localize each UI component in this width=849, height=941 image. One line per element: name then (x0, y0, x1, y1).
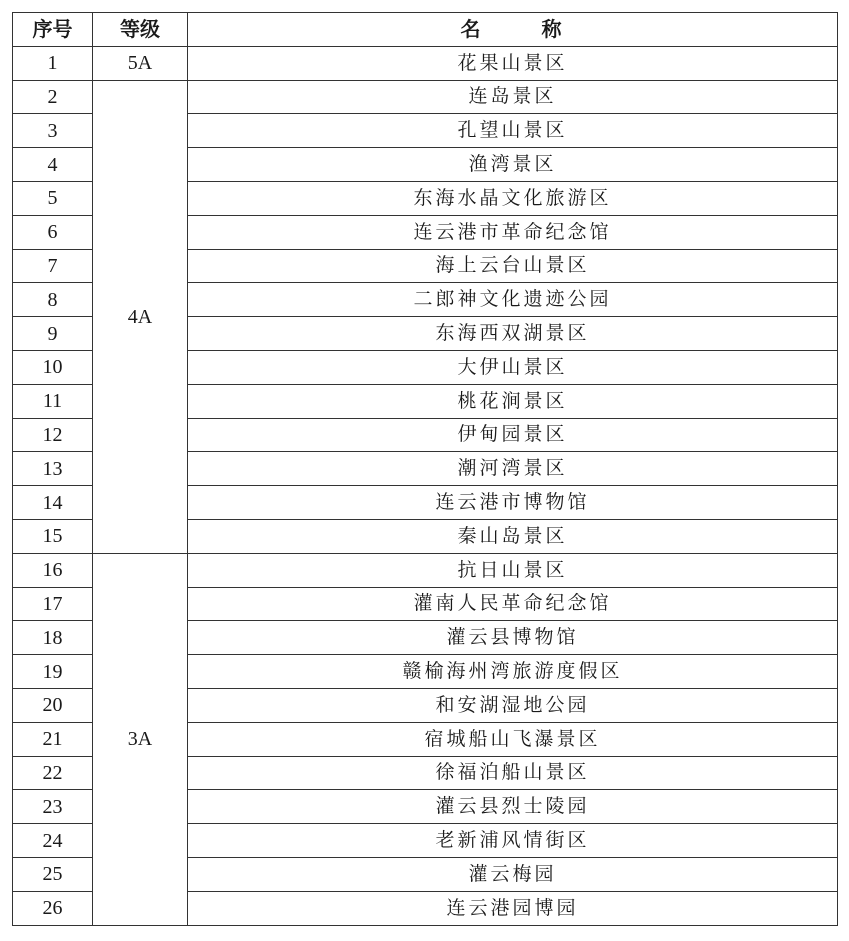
scenic-area-name: 灌南人民革命纪念馆 (188, 587, 838, 621)
row-index: 26 (13, 891, 93, 925)
header-name-part2: 称 (541, 17, 565, 42)
header-row (13, 13, 838, 47)
header-name (188, 13, 838, 47)
row-index: 3 (13, 114, 93, 148)
header-index: 序号 (13, 13, 93, 47)
row-index: 11 (13, 384, 93, 418)
scenic-area-name: 秦山岛景区 (188, 519, 838, 553)
scenic-area-name: 海上云台山景区 (188, 249, 838, 283)
row-index: 13 (13, 452, 93, 486)
scenic-area-name: 连岛景区 (188, 80, 838, 114)
scenic-area-name: 连云港市博物馆 (188, 486, 838, 520)
row-index: 20 (13, 688, 93, 722)
row-index: 12 (13, 418, 93, 452)
scenic-area-name: 大伊山景区 (188, 350, 838, 384)
row-index: 18 (13, 621, 93, 655)
row-index: 1 (13, 46, 93, 80)
row-index: 19 (13, 655, 93, 689)
header-name-part1: 名 (460, 17, 484, 42)
row-index: 2 (13, 80, 93, 114)
scenic-area-name: 二郎神文化遗迹公园 (188, 283, 838, 317)
scenic-area-name: 和安湖湿地公园 (188, 688, 838, 722)
row-index: 17 (13, 587, 93, 621)
row-index: 24 (13, 824, 93, 858)
scenic-area-name: 灌云梅园 (188, 857, 838, 891)
row-index: 5 (13, 181, 93, 215)
scenic-area-table (12, 12, 838, 926)
table-row (13, 80, 838, 114)
scenic-area-name: 潮河湾景区 (188, 452, 838, 486)
row-index: 14 (13, 486, 93, 520)
row-index: 16 (13, 553, 93, 587)
scenic-area-name: 老新浦风情街区 (188, 824, 838, 858)
scenic-area-table-container (12, 12, 837, 926)
row-index: 22 (13, 756, 93, 790)
scenic-area-name: 赣榆海州湾旅游度假区 (188, 655, 838, 689)
scenic-area-name: 徐福泊船山景区 (188, 756, 838, 790)
table-row (13, 553, 838, 587)
row-index: 21 (13, 722, 93, 756)
row-index: 9 (13, 317, 93, 351)
level-cell: 5A (93, 46, 188, 80)
header-level: 等级 (93, 13, 188, 47)
row-index: 7 (13, 249, 93, 283)
scenic-area-name: 孔望山景区 (188, 114, 838, 148)
scenic-area-name: 抗日山景区 (188, 553, 838, 587)
row-index: 4 (13, 148, 93, 182)
table-header (13, 13, 838, 47)
table-body (13, 46, 838, 925)
row-index: 25 (13, 857, 93, 891)
scenic-area-name: 桃花涧景区 (188, 384, 838, 418)
level-cell: 3A (93, 553, 188, 925)
row-index: 10 (13, 350, 93, 384)
scenic-area-name: 连云港园博园 (188, 891, 838, 925)
scenic-area-name: 宿城船山飞瀑景区 (188, 722, 838, 756)
scenic-area-name: 花果山景区 (188, 46, 838, 80)
scenic-area-name: 灌云县博物馆 (188, 621, 838, 655)
table-row (13, 46, 838, 80)
row-index: 23 (13, 790, 93, 824)
row-index: 15 (13, 519, 93, 553)
row-index: 8 (13, 283, 93, 317)
row-index: 6 (13, 215, 93, 249)
scenic-area-name: 连云港市革命纪念馆 (188, 215, 838, 249)
scenic-area-name: 渔湾景区 (188, 148, 838, 182)
scenic-area-name: 灌云县烈士陵园 (188, 790, 838, 824)
scenic-area-name: 东海水晶文化旅游区 (188, 181, 838, 215)
scenic-area-name: 东海西双湖景区 (188, 317, 838, 351)
level-cell: 4A (93, 80, 188, 553)
scenic-area-name: 伊甸园景区 (188, 418, 838, 452)
